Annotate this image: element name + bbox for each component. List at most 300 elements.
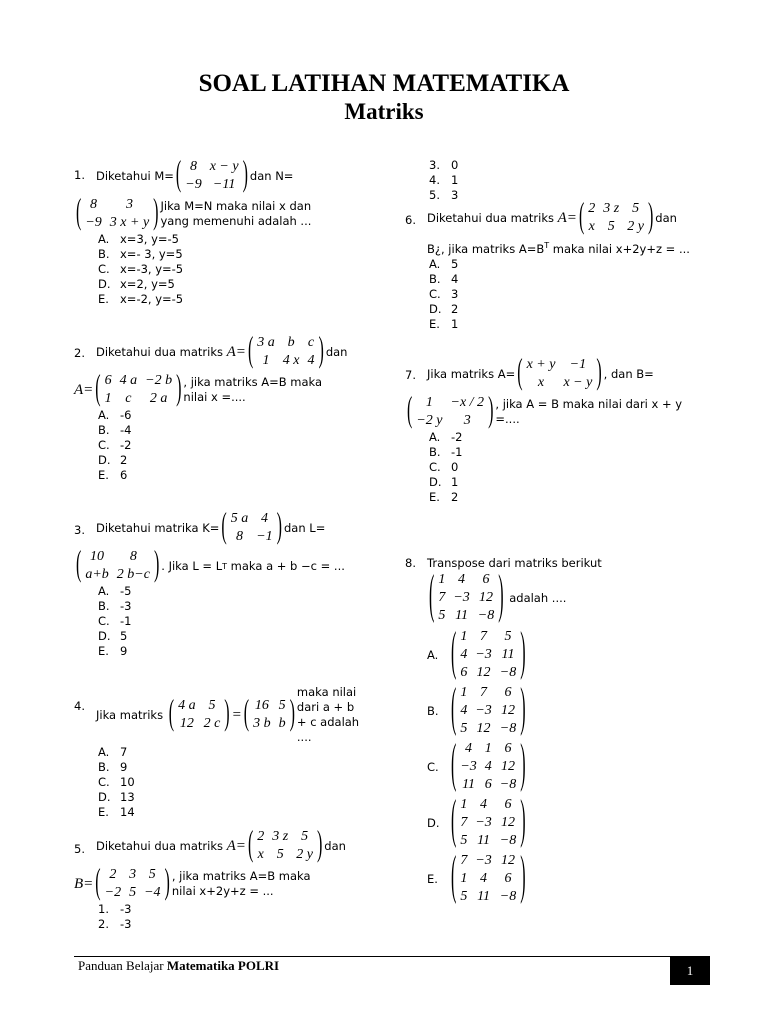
matrix-option — [427, 624, 697, 683]
matrix-cell: 12 — [501, 853, 515, 868]
question-text: . Jika L = L — [161, 558, 223, 573]
matrix-cell: 1 — [262, 353, 270, 368]
option-label: A. — [98, 408, 110, 422]
matrix-cell: 12 — [501, 815, 515, 830]
paren-left: ( — [451, 792, 457, 850]
matrix-grid — [227, 510, 277, 546]
matrix-cell: x — [257, 847, 264, 862]
matrix-cell: b — [287, 335, 295, 350]
matrix-cell: 12 — [501, 703, 515, 718]
question-number: 5. — [74, 842, 85, 856]
matrix-cell: 7 — [460, 815, 468, 830]
matrix-cell: 7 — [480, 685, 488, 700]
paren-right: ) — [176, 369, 182, 408]
question-text: , jika matriks A=B maka nilai x =.... — [183, 375, 323, 404]
question-text: Diketahui dua matriks — [427, 210, 554, 225]
matrix-cell: 5 — [460, 721, 468, 736]
matrix-cell: x — [537, 375, 545, 390]
option-label: E. — [98, 644, 109, 658]
matrix-cell: 2 — [109, 867, 117, 882]
paren-left: ( — [247, 331, 254, 370]
option-matrix — [451, 680, 526, 738]
footer-rule — [74, 956, 710, 957]
paren-left: ( — [247, 825, 254, 864]
footer-text — [78, 958, 279, 974]
matrix-cell: 4 x — [282, 353, 300, 368]
option-text: 1 — [451, 475, 459, 489]
matrix-grid — [101, 372, 176, 408]
paren-left: ( — [95, 369, 101, 408]
option-text: 14 — [120, 805, 135, 819]
matrix-cell: 2 — [588, 201, 596, 216]
footer-title: Matematika POLRI — [166, 958, 280, 973]
matrix-cell: 4 a — [119, 373, 138, 388]
paren-right: ) — [153, 545, 160, 584]
matrix-cell: 1 — [460, 871, 468, 886]
option-text: 2 — [120, 453, 128, 467]
matrix-cell: 8 — [235, 529, 243, 544]
matrix-cell: −8 — [499, 721, 517, 736]
option-item — [96, 805, 364, 820]
option-text: -3 — [120, 917, 132, 931]
matrix-cell: 5 — [460, 833, 468, 848]
options-list — [427, 158, 697, 203]
matrix-grid — [412, 394, 488, 430]
option-text: 9 — [120, 644, 128, 658]
option-item — [427, 475, 697, 490]
option-text: -3 — [120, 599, 132, 613]
matrix-cell: 2 — [257, 829, 265, 844]
matrix-a — [578, 197, 654, 236]
matrix-cell: −8 — [499, 665, 517, 680]
matrix-cell: 5 — [148, 867, 156, 882]
question-text: Transpose dari matriks berikut — [427, 556, 602, 570]
option-matrix — [451, 736, 526, 794]
option-item — [96, 408, 364, 423]
option-label: 3. — [429, 158, 440, 172]
option-label: C. — [98, 614, 110, 628]
paren-left: ( — [221, 507, 227, 546]
matrix-cell: 11 — [477, 889, 491, 904]
matrix-cell: 5 — [607, 219, 615, 234]
paren-right: ) — [520, 680, 526, 738]
matrix-cell: 2 c — [203, 716, 221, 731]
option-text: -2 — [120, 438, 132, 452]
matrix-right — [243, 694, 295, 733]
option-text: 3 — [451, 188, 459, 202]
paren-right: ) — [289, 694, 295, 733]
matrix-grid — [174, 697, 224, 733]
option-item — [96, 247, 364, 262]
option-text: 1 — [451, 316, 459, 331]
matrix-cell: 3 b — [253, 716, 271, 731]
paren-right: ) — [520, 792, 526, 850]
option-label: B. — [98, 247, 110, 261]
option-label: D. — [98, 277, 111, 291]
option-item — [427, 317, 697, 332]
option-text: 9 — [120, 760, 128, 774]
option-item — [427, 445, 697, 460]
option-label: D. — [98, 790, 111, 804]
footer-prefix: Panduan Belajar — [78, 958, 167, 973]
option-label: D. — [98, 629, 111, 643]
option-item — [96, 629, 364, 644]
question-text: B¿, jika matriks A=B — [427, 241, 545, 256]
matrix-cell: 6 — [482, 572, 490, 587]
matrix-cell: 11 — [462, 777, 476, 792]
matrix-b — [407, 391, 494, 430]
option-label: A. — [429, 256, 441, 271]
matrix-cell: 10 — [90, 549, 105, 564]
paren-left: ( — [451, 680, 457, 738]
matrix-cell: 3 — [463, 413, 471, 428]
option-item — [96, 584, 364, 599]
matrix-cell: 6 — [104, 373, 112, 388]
matrix-cell: 7 — [460, 853, 468, 868]
matrix-label: A= — [557, 209, 577, 226]
matrix-cell: −9 — [185, 177, 202, 192]
matrix-left — [168, 694, 230, 733]
option-text: -1 — [451, 445, 463, 459]
matrix-cell: 4 — [307, 353, 315, 368]
option-label: B. — [429, 271, 441, 286]
matrix-cell: 4 — [460, 647, 468, 662]
matrix-grid — [456, 852, 520, 906]
matrix-grid — [101, 866, 165, 902]
option-label: 4. — [429, 173, 440, 187]
matrix-cell: 4 — [260, 511, 268, 526]
option-text: 2 — [451, 490, 459, 504]
matrix-grid — [253, 334, 318, 370]
matrix-cell: 4 — [484, 759, 492, 774]
matrix-cell: 8 — [90, 197, 98, 212]
option-label: C. — [98, 438, 110, 452]
option-item — [96, 745, 364, 760]
matrix-cell: 6 — [504, 685, 512, 700]
matrix-cell: 4 — [480, 797, 488, 812]
option-item — [427, 460, 697, 475]
paren-left: ( — [95, 863, 101, 902]
matrix-cell: 5 — [208, 698, 216, 713]
matrix-cell: 5 a — [230, 511, 249, 526]
matrix-l — [76, 545, 160, 584]
option-label: C. — [429, 460, 441, 474]
matrix-cell: 1 — [460, 797, 468, 812]
paren-left: ( — [451, 624, 457, 682]
matrix-cell: 11 — [501, 647, 515, 662]
matrix-option — [427, 736, 697, 795]
question-5 — [74, 825, 364, 932]
question-number: 8. — [405, 556, 416, 570]
option-label: C. — [429, 286, 441, 301]
paren-right: ) — [242, 155, 248, 194]
matrix-cell: −1 — [569, 357, 587, 372]
options-list — [96, 902, 364, 932]
matrix-cell: −9 — [85, 215, 102, 230]
paren-right: ) — [520, 848, 526, 906]
matrix-cell: −3 — [475, 853, 492, 868]
matrix-a — [247, 825, 323, 864]
matrix-cell: 12 — [479, 590, 493, 605]
paren-left: ( — [76, 545, 82, 584]
option-label: B. — [98, 760, 110, 774]
option-matrix — [451, 848, 526, 906]
matrix-cell: x + y — [526, 357, 556, 372]
matrix-label: A= — [226, 837, 246, 854]
matrix-cell: 8 — [189, 159, 197, 174]
matrix-cell: 5 — [301, 829, 309, 844]
question-text: maka a + b −c = ... — [230, 558, 345, 573]
option-label: 2. — [98, 917, 109, 931]
option-label: D. — [429, 475, 442, 489]
matrix-cell: 4 a — [178, 698, 196, 713]
option-text: 4 — [451, 271, 459, 286]
option-label: B. — [98, 423, 110, 437]
matrix-option — [427, 680, 697, 739]
paren-right: ) — [596, 353, 602, 392]
matrix-grid — [81, 196, 153, 232]
matrix-cell: 1 — [438, 572, 446, 587]
option-item — [96, 644, 364, 659]
question-7 — [405, 353, 697, 505]
question-text: maka nilai x+2y+z = ... — [552, 241, 690, 256]
option-item — [96, 599, 364, 614]
option-label: E. — [429, 490, 440, 504]
option-label: A. — [98, 584, 110, 598]
option-label: A. — [98, 232, 110, 246]
matrix-grid — [434, 571, 498, 625]
matrix-grid — [456, 628, 520, 682]
matrix-cell: −3 — [453, 590, 470, 605]
matrix-cell: −8 — [499, 889, 517, 904]
option-label: C. — [98, 775, 110, 789]
matrix-cell: 3 a — [257, 335, 275, 350]
paren-right: ) — [224, 694, 230, 733]
question-text: dan N= — [249, 168, 294, 183]
question-4 — [74, 685, 364, 820]
option-item — [427, 490, 697, 505]
matrix-cell: 5 — [632, 201, 640, 216]
matrix-cell: 5 — [276, 847, 284, 862]
paren-right: ) — [520, 624, 526, 682]
question-6 — [405, 197, 697, 332]
matrix-cell: a+b — [85, 567, 109, 582]
option-text: -5 — [120, 584, 132, 598]
matrix-b — [95, 369, 182, 408]
matrix-cell: 5 — [129, 885, 137, 900]
matrix-m — [175, 155, 248, 194]
matrix-grid — [584, 200, 648, 236]
question-1 — [74, 155, 364, 307]
question-text: dan L= — [284, 520, 326, 535]
matrix-cell: −3 — [475, 815, 492, 830]
options-list — [96, 408, 364, 483]
option-label: E. — [429, 316, 440, 331]
question-text: Jika matriks A= — [427, 366, 516, 381]
option-item — [96, 902, 364, 917]
option-item — [427, 272, 697, 287]
option-matrix — [451, 624, 526, 682]
page-number: 1 — [670, 957, 710, 985]
paren-right: ) — [276, 507, 282, 546]
equals-sign: = — [231, 706, 242, 723]
paren-right: ) — [520, 736, 526, 794]
option-item — [96, 423, 364, 438]
matrix-cell: 6 — [504, 741, 512, 756]
paren-left: ( — [429, 567, 435, 625]
option-matrix — [451, 792, 526, 850]
matrix-cell: 2 y — [296, 847, 313, 862]
option-item — [96, 760, 364, 775]
option-item — [96, 468, 364, 483]
matrix-cell: −2 y — [416, 413, 443, 428]
page-title: SOAL LATIHAN MATEMATIKA — [198, 70, 570, 97]
matrix-cell: c — [125, 391, 132, 406]
option-text: 0 — [451, 158, 459, 172]
question-2 — [74, 331, 364, 483]
question-number: 4. — [74, 699, 85, 713]
option-item — [96, 232, 364, 247]
question-number: 7. — [405, 368, 416, 382]
matrix-cell: −3 — [460, 759, 477, 774]
matrix-cell: 5 — [278, 698, 286, 713]
matrix-cell: 12 — [501, 759, 515, 774]
option-item — [96, 917, 364, 932]
matrix-cell: 5 — [460, 889, 468, 904]
paren-left: ( — [175, 155, 182, 194]
matrix-cell: −2 — [104, 885, 122, 900]
matrix-cell: 11 — [455, 608, 469, 623]
option-item — [96, 262, 364, 277]
matrix-cell: 7 — [480, 629, 488, 644]
option-item — [96, 277, 364, 292]
paren-left: ( — [451, 736, 457, 794]
matrix-grid — [253, 828, 317, 864]
matrix-cell: x — [588, 219, 595, 234]
option-label: D. — [427, 815, 440, 830]
paren-right: ) — [647, 197, 654, 236]
matrix-cell: 2 b−c — [116, 567, 150, 582]
matrix-cell: −11 — [212, 177, 236, 192]
option-label: 1. — [98, 902, 109, 916]
paren-right: ) — [318, 331, 324, 370]
matrix-cell: 4 — [465, 741, 473, 756]
matrix-cell: −3 — [475, 647, 492, 662]
question-text: dan — [325, 344, 348, 359]
option-label: A. — [427, 647, 439, 662]
option-text: -3 — [120, 902, 132, 916]
matrix-cell: 4 — [460, 703, 468, 718]
matrix-cell: 6 — [504, 797, 512, 812]
matrix-cell: −3 — [475, 703, 492, 718]
option-item — [427, 430, 697, 445]
option-label: E. — [98, 805, 109, 819]
question-number: 6. — [405, 213, 416, 227]
question-text: maka nilai dari a + b + c adalah .... — [296, 685, 360, 744]
question-number: 3. — [74, 523, 85, 537]
option-text: 10 — [120, 775, 135, 789]
matrix-cell: x − y — [209, 159, 239, 174]
matrix-cell: −8 — [477, 608, 495, 623]
option-text: x=- 3, y=5 — [120, 247, 183, 261]
matrix-cell: 5 — [438, 608, 446, 623]
question-text: Jika matriks — [96, 707, 164, 722]
matrix-k — [221, 507, 282, 546]
option-text: x=3, y=-5 — [120, 232, 179, 246]
options-list — [96, 232, 364, 307]
paren-right: ) — [164, 863, 170, 902]
option-label: D. — [98, 453, 111, 467]
option-text: 5 — [451, 256, 459, 271]
option-label: E. — [98, 468, 109, 482]
question-text: Diketahui M= — [96, 168, 174, 183]
matrix-a — [247, 331, 324, 370]
matrix-grid — [456, 740, 520, 794]
page-subtitle: Matriks — [344, 99, 424, 124]
option-label: E. — [427, 871, 438, 886]
matrix-cell: 4 — [480, 871, 488, 886]
question-number: 1. — [74, 168, 85, 182]
matrix-cell: 6 — [504, 871, 512, 886]
option-item — [96, 292, 364, 307]
option-text: 3 — [451, 286, 459, 301]
matrix-cell: 1 — [104, 391, 112, 406]
options-list — [427, 257, 697, 332]
option-text: -4 — [120, 423, 132, 437]
question-text: Jika M=N maka nilai x dan yang memenuhi adalah ... — [160, 199, 312, 228]
matrix-cell: 12 — [476, 721, 491, 736]
matrix-grid — [456, 684, 520, 738]
question-text: dan — [324, 838, 346, 853]
matrix-option — [427, 792, 697, 851]
matrix-grid — [523, 356, 597, 392]
matrix-cell: 2 y — [627, 219, 644, 234]
matrix-options — [427, 624, 697, 907]
transpose-sup: T — [544, 241, 550, 250]
option-label: E. — [98, 292, 109, 306]
option-label: 5. — [429, 188, 440, 202]
matrix-cell: 6 — [460, 665, 468, 680]
question-text: , jika A = B maka nilai dari x + y =.... — [495, 397, 683, 426]
matrix-n — [76, 193, 159, 232]
option-text: -6 — [120, 408, 132, 422]
options-list — [96, 584, 364, 659]
matrix-cell: 3 — [129, 867, 137, 882]
matrix-cell: 1 — [425, 395, 433, 410]
paren-right: ) — [488, 391, 494, 430]
matrix-cell: b — [278, 716, 286, 731]
option-text: 2 — [451, 301, 459, 316]
options-list — [427, 430, 697, 505]
question-number: 2. — [74, 346, 85, 360]
option-text: 0 — [451, 460, 459, 474]
matrix-grid — [181, 158, 242, 194]
question-text: adalah .... — [509, 590, 567, 605]
option-text: -2 — [451, 430, 463, 444]
matrix-cell: 12 — [476, 665, 491, 680]
option-text: 5 — [120, 629, 128, 643]
matrix-cell: 2 a — [149, 391, 168, 406]
matrix-grid — [81, 548, 154, 584]
matrix-cell: 3 z — [272, 829, 289, 844]
paren-left: ( — [517, 353, 523, 392]
option-text: 13 — [120, 790, 135, 804]
option-label: A. — [429, 430, 441, 444]
paren-left: ( — [168, 694, 175, 733]
option-text: 1 — [451, 173, 459, 187]
option-item — [427, 173, 697, 188]
option-label: D. — [429, 301, 442, 316]
